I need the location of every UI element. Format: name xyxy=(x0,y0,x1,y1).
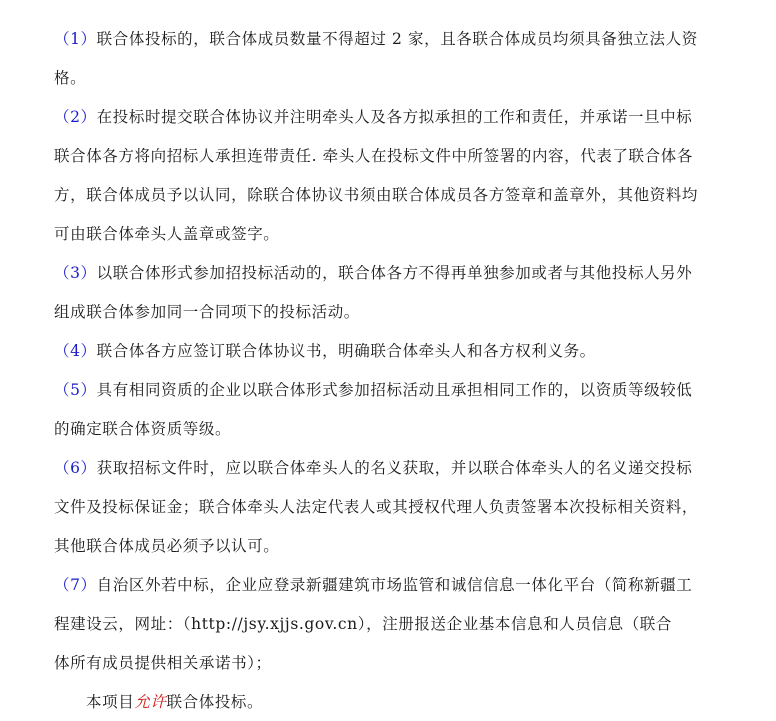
clause-7-line-1: （7）自治区外若中标，企业应登录新疆建筑市场监管和诚信信息一体化平台（简称新疆工 xyxy=(54,576,693,594)
clause-number: （6） xyxy=(54,459,97,477)
clause-number: （2） xyxy=(54,108,97,126)
clause-2-line-4: 可由联合体牵头人盖章或签字。 xyxy=(54,225,280,243)
clause-4-line-1: （4）联合体各方应签订联合体协议书，明确联合体牵头人和各方权利义务。 xyxy=(54,342,596,360)
clause-number: （3） xyxy=(54,264,97,282)
clause-6-line-1: （6）获取招标文件时，应以联合体牵头人的名义获取，并以联合体牵头人的名义递交投标 xyxy=(54,459,693,477)
clause-3-line-1: （3）以联合体形式参加招投标活动的，联合体各方不得再单独参加或者与其他投标人另外 xyxy=(54,264,693,282)
clause-6-line-2: 文件及投标保证金；联合体牵头人法定代表人或其授权代理人负责签署本次投标相关资料， xyxy=(54,498,699,516)
closing-suffix: 联合体投标。 xyxy=(166,693,264,711)
clause-2-line-1: （2）在投标时提交联合体协议并注明牵头人及各方拟承担的工作和责任，并承诺一旦中标 xyxy=(54,108,693,126)
closing-emphasis: 允许 xyxy=(134,693,167,711)
clause-number: （1） xyxy=(54,30,97,48)
clause-5-line-1: （5）具有相同资质的企业以联合体形式参加招标活动且承担相同工作的，以资质等级较低 xyxy=(54,381,693,399)
clause-7-line-2: 程建设云，网址：（http://jsy.xjjs.gov.cn），注册报送企业基本信息和人员信息（联合 xyxy=(54,615,673,633)
clause-3-line-2: 组成联合体参加同一合同项下的投标活动。 xyxy=(54,303,360,321)
clause-5-line-2: 的确定联合体资质等级。 xyxy=(54,420,232,438)
clause-1-line-2: 格。 xyxy=(54,69,87,87)
clause-number: （7） xyxy=(54,576,97,594)
closing-statement xyxy=(86,683,746,721)
clause-2-line-2: 联合体各方将向招标人承担连带责任. 牵头人在投标文件中所签署的内容，代表了联合体各 xyxy=(54,147,693,165)
clause-6-line-3: 其他联合体成员必须予以认可。 xyxy=(54,537,280,555)
clause-number: （5） xyxy=(54,381,97,399)
closing-prefix: 本项目 xyxy=(86,693,135,711)
clause-7-line-3: 体所有成员提供相关承诺书）； xyxy=(54,654,272,672)
clause-2-line-3: 方，联合体成员予以认同，除联合体协议书须由联合体成员各方签章和盖章外，其他资料均 xyxy=(54,186,699,204)
clause-1-line-1: （1）联合体投标的，联合体成员数量不得超过 2 家，且各联合体成员均须具备独立法人资 xyxy=(54,30,698,48)
clause-number: （4） xyxy=(54,342,97,360)
